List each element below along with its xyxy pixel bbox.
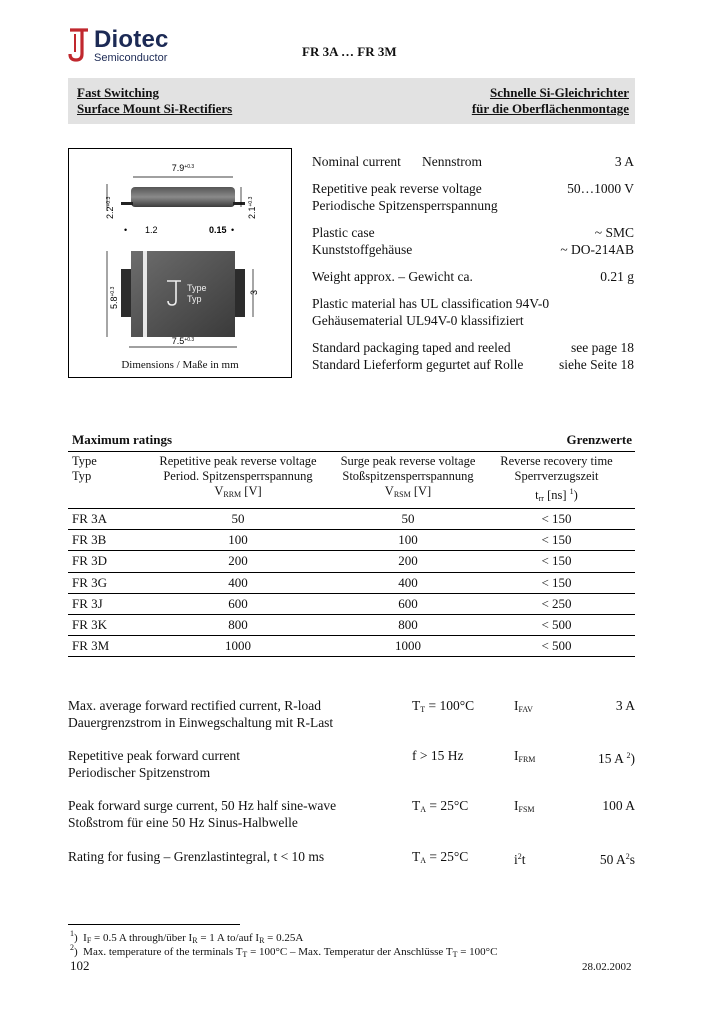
col-type-header bbox=[68, 452, 138, 509]
cell-vrrm: 100 bbox=[138, 530, 338, 551]
dim-bottom-width: $7.5^{+0.3}$ bbox=[171, 336, 195, 346]
prop3-en: Peak forward surge current, 50 Hz half sine-wave bbox=[68, 798, 337, 813]
col-trr-header bbox=[478, 452, 635, 509]
col-trr-label-2: Sperrverzugszeit bbox=[514, 469, 599, 483]
cell-type: FR 3J bbox=[68, 593, 138, 614]
side-view-body bbox=[131, 187, 235, 207]
cell-type: FR 3G bbox=[68, 572, 138, 593]
prop1-condition: $T_T = 100^\circ C$ bbox=[412, 698, 475, 714]
ratings-title-en: Maximum ratings bbox=[72, 432, 173, 447]
col-type-label-2: Typ bbox=[72, 469, 92, 483]
col-type-label-1: Type bbox=[72, 454, 97, 468]
prop2-symbol: $I_{FRM}$ bbox=[514, 748, 536, 764]
document-title: FR 3A … FR 3M bbox=[302, 44, 397, 59]
top-view-lead-right bbox=[235, 269, 245, 317]
cell-vrrm: 600 bbox=[138, 593, 338, 614]
cell-vrrm: 200 bbox=[138, 551, 338, 572]
brand-logo bbox=[68, 26, 198, 68]
prop1-en: Max. average forward rectified current, R-load bbox=[68, 698, 321, 713]
spec-packaging-en: Standard packaging taped and reeled bbox=[312, 340, 511, 355]
cell-trr: < 150 bbox=[478, 572, 635, 593]
ratings-table bbox=[68, 452, 635, 657]
prop1-de: Dauergrenzstrom in Einwegschaltung mit R-Last bbox=[68, 715, 334, 730]
table-row bbox=[68, 593, 635, 614]
brand-name: Diotec bbox=[94, 26, 169, 53]
footnote-2: $^2$) Max. temperature of the terminals $T_T = 100^\circ C$ – Max. Temperatur der Anschlüsse $T_T = 100^\circ C$ bbox=[70, 943, 498, 959]
ratings-header-row bbox=[68, 452, 635, 509]
footnote-rule bbox=[68, 924, 240, 925]
prop3-value: 100 A bbox=[602, 798, 635, 813]
spec-case bbox=[312, 224, 634, 258]
drawing-caption: Dimensions / Maße in mm bbox=[121, 359, 239, 371]
prop3-condition: $T_A = 25^\circ C$ bbox=[412, 798, 469, 814]
cell-type: FR 3A bbox=[68, 509, 138, 530]
cell-vrrm: 800 bbox=[138, 614, 338, 635]
col-vrrm-label-1: Repetitive peak reverse voltage bbox=[159, 454, 317, 468]
prop4-value: 50 $A^2s$ bbox=[599, 852, 635, 867]
spec-weight bbox=[312, 268, 634, 285]
prop4-condition: $T_A = 25^\circ C$ bbox=[412, 849, 469, 865]
col-vrsm-label-2: Stoßspitzensperrspannung bbox=[342, 469, 474, 483]
ratings-title-de: Grenzwerte bbox=[566, 432, 632, 447]
dim-lead-length: 1.2 bbox=[145, 225, 158, 235]
spec-rep-voltage-de: Periodische Spitzensperrspannung bbox=[312, 198, 498, 213]
spec-weight-value: 0.21 g bbox=[600, 269, 634, 284]
spec-nominal-current-en: Nominal current bbox=[312, 154, 401, 169]
dim-lead-marker: • bbox=[124, 225, 128, 235]
body-label-typ: Typ bbox=[187, 294, 202, 304]
spec-material-de: Gehäusematerial UL94V-0 klassifiziert bbox=[312, 313, 524, 328]
banner-left bbox=[77, 85, 232, 117]
col-vrsm-symbol: $V_{RSM}$ [V] bbox=[384, 484, 432, 499]
dim-side-right: $2.1^{+0.3}$ bbox=[247, 196, 257, 219]
prop4-en: Rating for fusing – Grenzlastintegral, t < 10 ms bbox=[68, 849, 325, 864]
cell-vrsm: 400 bbox=[338, 572, 478, 593]
package-dimension-drawing bbox=[68, 148, 292, 378]
side-view-lead-left bbox=[121, 202, 133, 205]
body-label-type: Type bbox=[187, 283, 207, 293]
property-rep-peak-forward-current bbox=[68, 747, 635, 781]
prop1-value: 3 A bbox=[615, 698, 635, 713]
dim-lead-thickness: 0.15 bbox=[209, 225, 227, 235]
property-avg-forward-current bbox=[68, 697, 635, 731]
property-peak-surge-current bbox=[68, 797, 635, 831]
banner-right-line1: Schnelle Si-Gleichrichter bbox=[489, 85, 629, 100]
cell-trr: < 150 bbox=[478, 551, 635, 572]
spec-case-en: Plastic case bbox=[312, 225, 375, 240]
cell-trr: < 150 bbox=[478, 509, 635, 530]
col-trr-label-1: Reverse recovery time bbox=[500, 454, 613, 468]
col-trr-symbol: $t_{rr}$ [ns] $^1$) bbox=[535, 487, 578, 503]
top-view-lead-left bbox=[121, 269, 131, 317]
property-fusing-rating bbox=[68, 848, 635, 865]
cathode-band bbox=[143, 251, 147, 337]
prop3-symbol: $I_{FSM}$ bbox=[514, 798, 535, 814]
cell-type: FR 3M bbox=[68, 636, 138, 657]
cell-vrsm: 50 bbox=[338, 509, 478, 530]
cell-trr: < 250 bbox=[478, 593, 635, 614]
prop2-condition: f > 15 Hz bbox=[412, 748, 464, 763]
cell-type: FR 3B bbox=[68, 530, 138, 551]
spec-rep-voltage-value: 50…1000 V bbox=[567, 181, 634, 196]
prop4-symbol: $i^2t$ bbox=[514, 852, 526, 867]
footnote-1: $^1$) $I_F = 0.5$ A through/über $I_R = 1$ A to/auf $I_R = 0.25A$ bbox=[70, 929, 304, 945]
table-row bbox=[68, 572, 635, 593]
spec-repetitive-voltage bbox=[312, 180, 634, 214]
table-row bbox=[68, 509, 635, 530]
cell-type: FR 3K bbox=[68, 614, 138, 635]
banner-right-line2: für die Oberflächenmontage bbox=[471, 101, 629, 116]
cell-trr: < 500 bbox=[478, 636, 635, 657]
cell-vrrm: 1000 bbox=[138, 636, 338, 657]
cell-type: FR 3D bbox=[68, 551, 138, 572]
document-date: 28.02.2002 bbox=[582, 961, 632, 973]
col-vrrm-label-2: Period. Spitzensperrspannung bbox=[163, 469, 313, 483]
spec-rep-voltage-en: Repetitive peak reverse voltage bbox=[312, 181, 482, 196]
prop1-symbol: $I_{FAV}$ bbox=[514, 698, 533, 714]
cell-trr: < 500 bbox=[478, 614, 635, 635]
spec-case-de: Kunststoffgehäuse bbox=[312, 242, 413, 257]
banner-left-line1: Fast Switching bbox=[77, 85, 159, 100]
spec-packaging bbox=[312, 339, 634, 373]
spec-case-value-1: ~ SMC bbox=[594, 225, 634, 240]
spec-material bbox=[312, 295, 634, 329]
cell-vrrm: 50 bbox=[138, 509, 338, 530]
package-outline-svg bbox=[69, 149, 291, 354]
table-row bbox=[68, 530, 635, 551]
prop2-en: Repetitive peak forward current bbox=[68, 748, 241, 763]
prop3-de: Stoßstrom für eine 50 Hz Sinus-Halbwelle bbox=[68, 815, 298, 830]
dim-thickness-marker: • bbox=[231, 225, 235, 235]
cell-trr: < 150 bbox=[478, 530, 635, 551]
banner-right bbox=[472, 85, 629, 117]
col-vrrm-symbol: $V_{RRM}$ [V] bbox=[214, 484, 262, 499]
spec-nominal-current-value: 3 A bbox=[614, 154, 634, 169]
dim-lead-width: 3 bbox=[249, 289, 259, 295]
table-row bbox=[68, 636, 635, 657]
spec-nominal-current bbox=[312, 153, 634, 170]
col-vrsm-label-1: Surge peak reverse voltage bbox=[340, 454, 476, 468]
cell-vrsm: 200 bbox=[338, 551, 478, 572]
prop2-value: 15 A $^2$) bbox=[597, 751, 635, 766]
col-vrsm-header bbox=[338, 452, 478, 509]
col-vrrm-header bbox=[138, 452, 338, 509]
title-banner bbox=[68, 78, 635, 124]
spec-packaging-de: Standard Lieferform gegurtet auf Rolle bbox=[312, 357, 524, 372]
cell-vrsm: 100 bbox=[338, 530, 478, 551]
spec-packaging-de-ref: siehe Seite 18 bbox=[559, 357, 634, 372]
spec-packaging-en-ref: see page 18 bbox=[571, 340, 634, 355]
spec-case-value-2: ~ DO-214AB bbox=[560, 242, 634, 257]
cell-vrsm: 600 bbox=[338, 593, 478, 614]
spec-nominal-current-de: Nennstrom bbox=[422, 154, 482, 169]
dim-top-width: $7.9^{+0.3}$ bbox=[171, 163, 195, 173]
table-row bbox=[68, 551, 635, 572]
cell-vrrm: 400 bbox=[138, 572, 338, 593]
cell-vrsm: 800 bbox=[338, 614, 478, 635]
page-number: 102 bbox=[70, 958, 90, 973]
spec-weight-label: Weight approx. – Gewicht ca. bbox=[312, 269, 473, 284]
diotec-logo-icon bbox=[68, 28, 90, 62]
side-view-lead-right bbox=[233, 202, 245, 205]
prop2-de: Periodischer Spitzenstrom bbox=[68, 765, 211, 780]
cell-vrsm: 1000 bbox=[338, 636, 478, 657]
banner-left-line2: Surface Mount Si-Rectifiers bbox=[77, 101, 233, 116]
dim-side-left: $2.2^{+0.3}$ bbox=[105, 196, 115, 219]
spec-material-en: Plastic material has UL classification 94V-0 bbox=[312, 296, 550, 311]
dim-body-height: $5.8^{+0.3}$ bbox=[109, 286, 119, 309]
brand-subtitle: Semiconductor bbox=[94, 52, 168, 64]
table-row bbox=[68, 614, 635, 635]
